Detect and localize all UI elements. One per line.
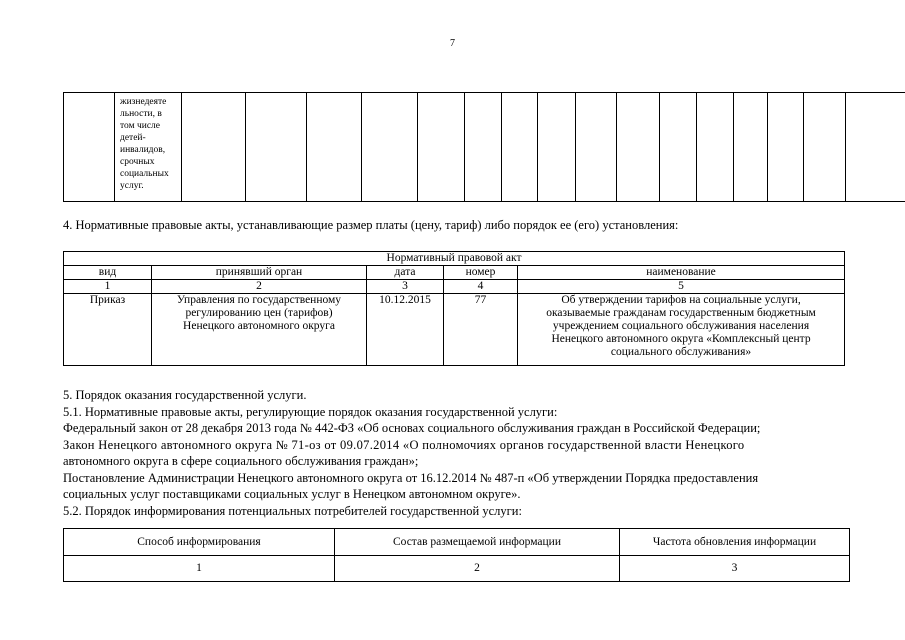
table-cell [846, 93, 905, 202]
cell-text-line: социального обслуживания» [610, 346, 752, 358]
column-header: принявший орган [152, 266, 367, 280]
column-header: дата [367, 266, 444, 280]
resolution-line-1: Постановление Администрации Ненецкого автономного округа от 16.12.2014 № 487-п «Об утверждении Порядка предоставления [63, 470, 759, 485]
table-cell [804, 93, 846, 202]
table-title-row [64, 252, 845, 266]
act-name [518, 294, 845, 366]
table-number-row [64, 280, 845, 294]
table-cell [660, 93, 697, 202]
informing-table [63, 528, 850, 582]
cell-text-line: жизнедеятe [120, 97, 167, 107]
section-5-text [63, 387, 844, 519]
service-description-cell [115, 93, 182, 202]
table-cell [538, 93, 576, 202]
table-cell [697, 93, 734, 202]
cell-text-line: учреждением социального обслуживания населения [552, 320, 810, 332]
column-number: 2 [152, 280, 367, 294]
section-5-heading: 5. Порядок оказания государственной услуги. [63, 388, 307, 402]
cell-text-line: социальных [120, 169, 169, 179]
table-cell [768, 93, 804, 202]
section-4-heading: 4. Нормативные правовые акты, устанавливающие размер платы (цену, тариф) либо порядок ее (его) установления: [63, 218, 679, 232]
table-cell [182, 93, 246, 202]
column-header: вид [64, 266, 152, 280]
column-number: 4 [444, 280, 518, 294]
federal-law-line: Федеральный закон от 28 декабря 2013 года № 442-ФЗ «Об основах социального обслуживания граждан в Российской Федерации; [63, 421, 761, 435]
cell-text-line: Ненецкого автономного округа [183, 320, 335, 332]
legal-acts-table [63, 251, 845, 366]
section-5-1-heading: 5.1. Нормативные правовые акты, регулирующие порядок оказания государственной услуги: [63, 404, 558, 419]
table-cell [418, 93, 465, 202]
column-header: Частота обновления информации [620, 529, 850, 556]
cell-text-line: оказываемые гражданам государственным бюджетным [546, 307, 816, 319]
column-header: наименование [518, 266, 845, 280]
table-header-row [64, 266, 845, 280]
column-header: Состав размещаемой информации [335, 529, 620, 556]
cell-text-line: услуг. [120, 181, 144, 191]
cell-text-line: инвалидов, [120, 145, 166, 155]
column-number: 3 [367, 280, 444, 294]
cell-text-line: регулированию цен (тарифов) [185, 307, 333, 319]
page-number: 7 [450, 38, 455, 49]
column-number: 5 [518, 280, 845, 294]
regional-law-line-2: автономного округа в сфере социального обслуживания граждан»; [63, 454, 419, 468]
table-cell [734, 93, 768, 202]
column-header: номер [444, 266, 518, 280]
cell-text-line: том числе [120, 121, 161, 131]
act-number: 77 [444, 294, 518, 366]
table-title: Нормативный правовой акт [64, 252, 845, 266]
cell-text-line: Ненецкого автономного округа «Комплексный центр [551, 333, 811, 345]
cell-text-line: срочных [120, 157, 155, 167]
cell-text-line: детей- [120, 133, 146, 143]
table-row [64, 93, 905, 202]
table-cell [576, 93, 617, 202]
column-number: 1 [64, 555, 335, 582]
table-cell [502, 93, 538, 202]
table-cell [362, 93, 418, 202]
resolution-line-2: социальных услуг поставщиками социальных услуг в Ненецком автономном округе». [63, 487, 521, 501]
table-cell [307, 93, 362, 202]
table-row [64, 294, 845, 366]
table-cell [617, 93, 660, 202]
cell-text-line: льности, в [120, 109, 162, 119]
cell-text-line: Управления по государственному [176, 294, 342, 306]
regional-law-line-1: Закон Ненецкого автономного округа № 71-оз от 09.07.2014 «О полномочиях органов государственной власти Ненецкого [63, 437, 745, 452]
table-header-row [64, 529, 850, 556]
column-header: Способ информирования [64, 529, 335, 556]
continuation-table [63, 92, 905, 202]
section-5-2-heading: 5.2. Порядок информирования потенциальных потребителей государственной услуги: [63, 503, 522, 518]
table-number-row [64, 555, 850, 582]
table-cell [64, 93, 115, 202]
column-number: 2 [335, 555, 620, 582]
act-date: 10.12.2015 [367, 294, 444, 366]
cell-text-line: Об утверждении тарифов на социальные услуги, [561, 294, 801, 306]
column-number: 1 [64, 280, 152, 294]
act-authority [152, 294, 367, 366]
table-cell [246, 93, 307, 202]
act-type: Приказ [64, 294, 152, 366]
column-number: 3 [620, 555, 850, 582]
table-cell [465, 93, 502, 202]
